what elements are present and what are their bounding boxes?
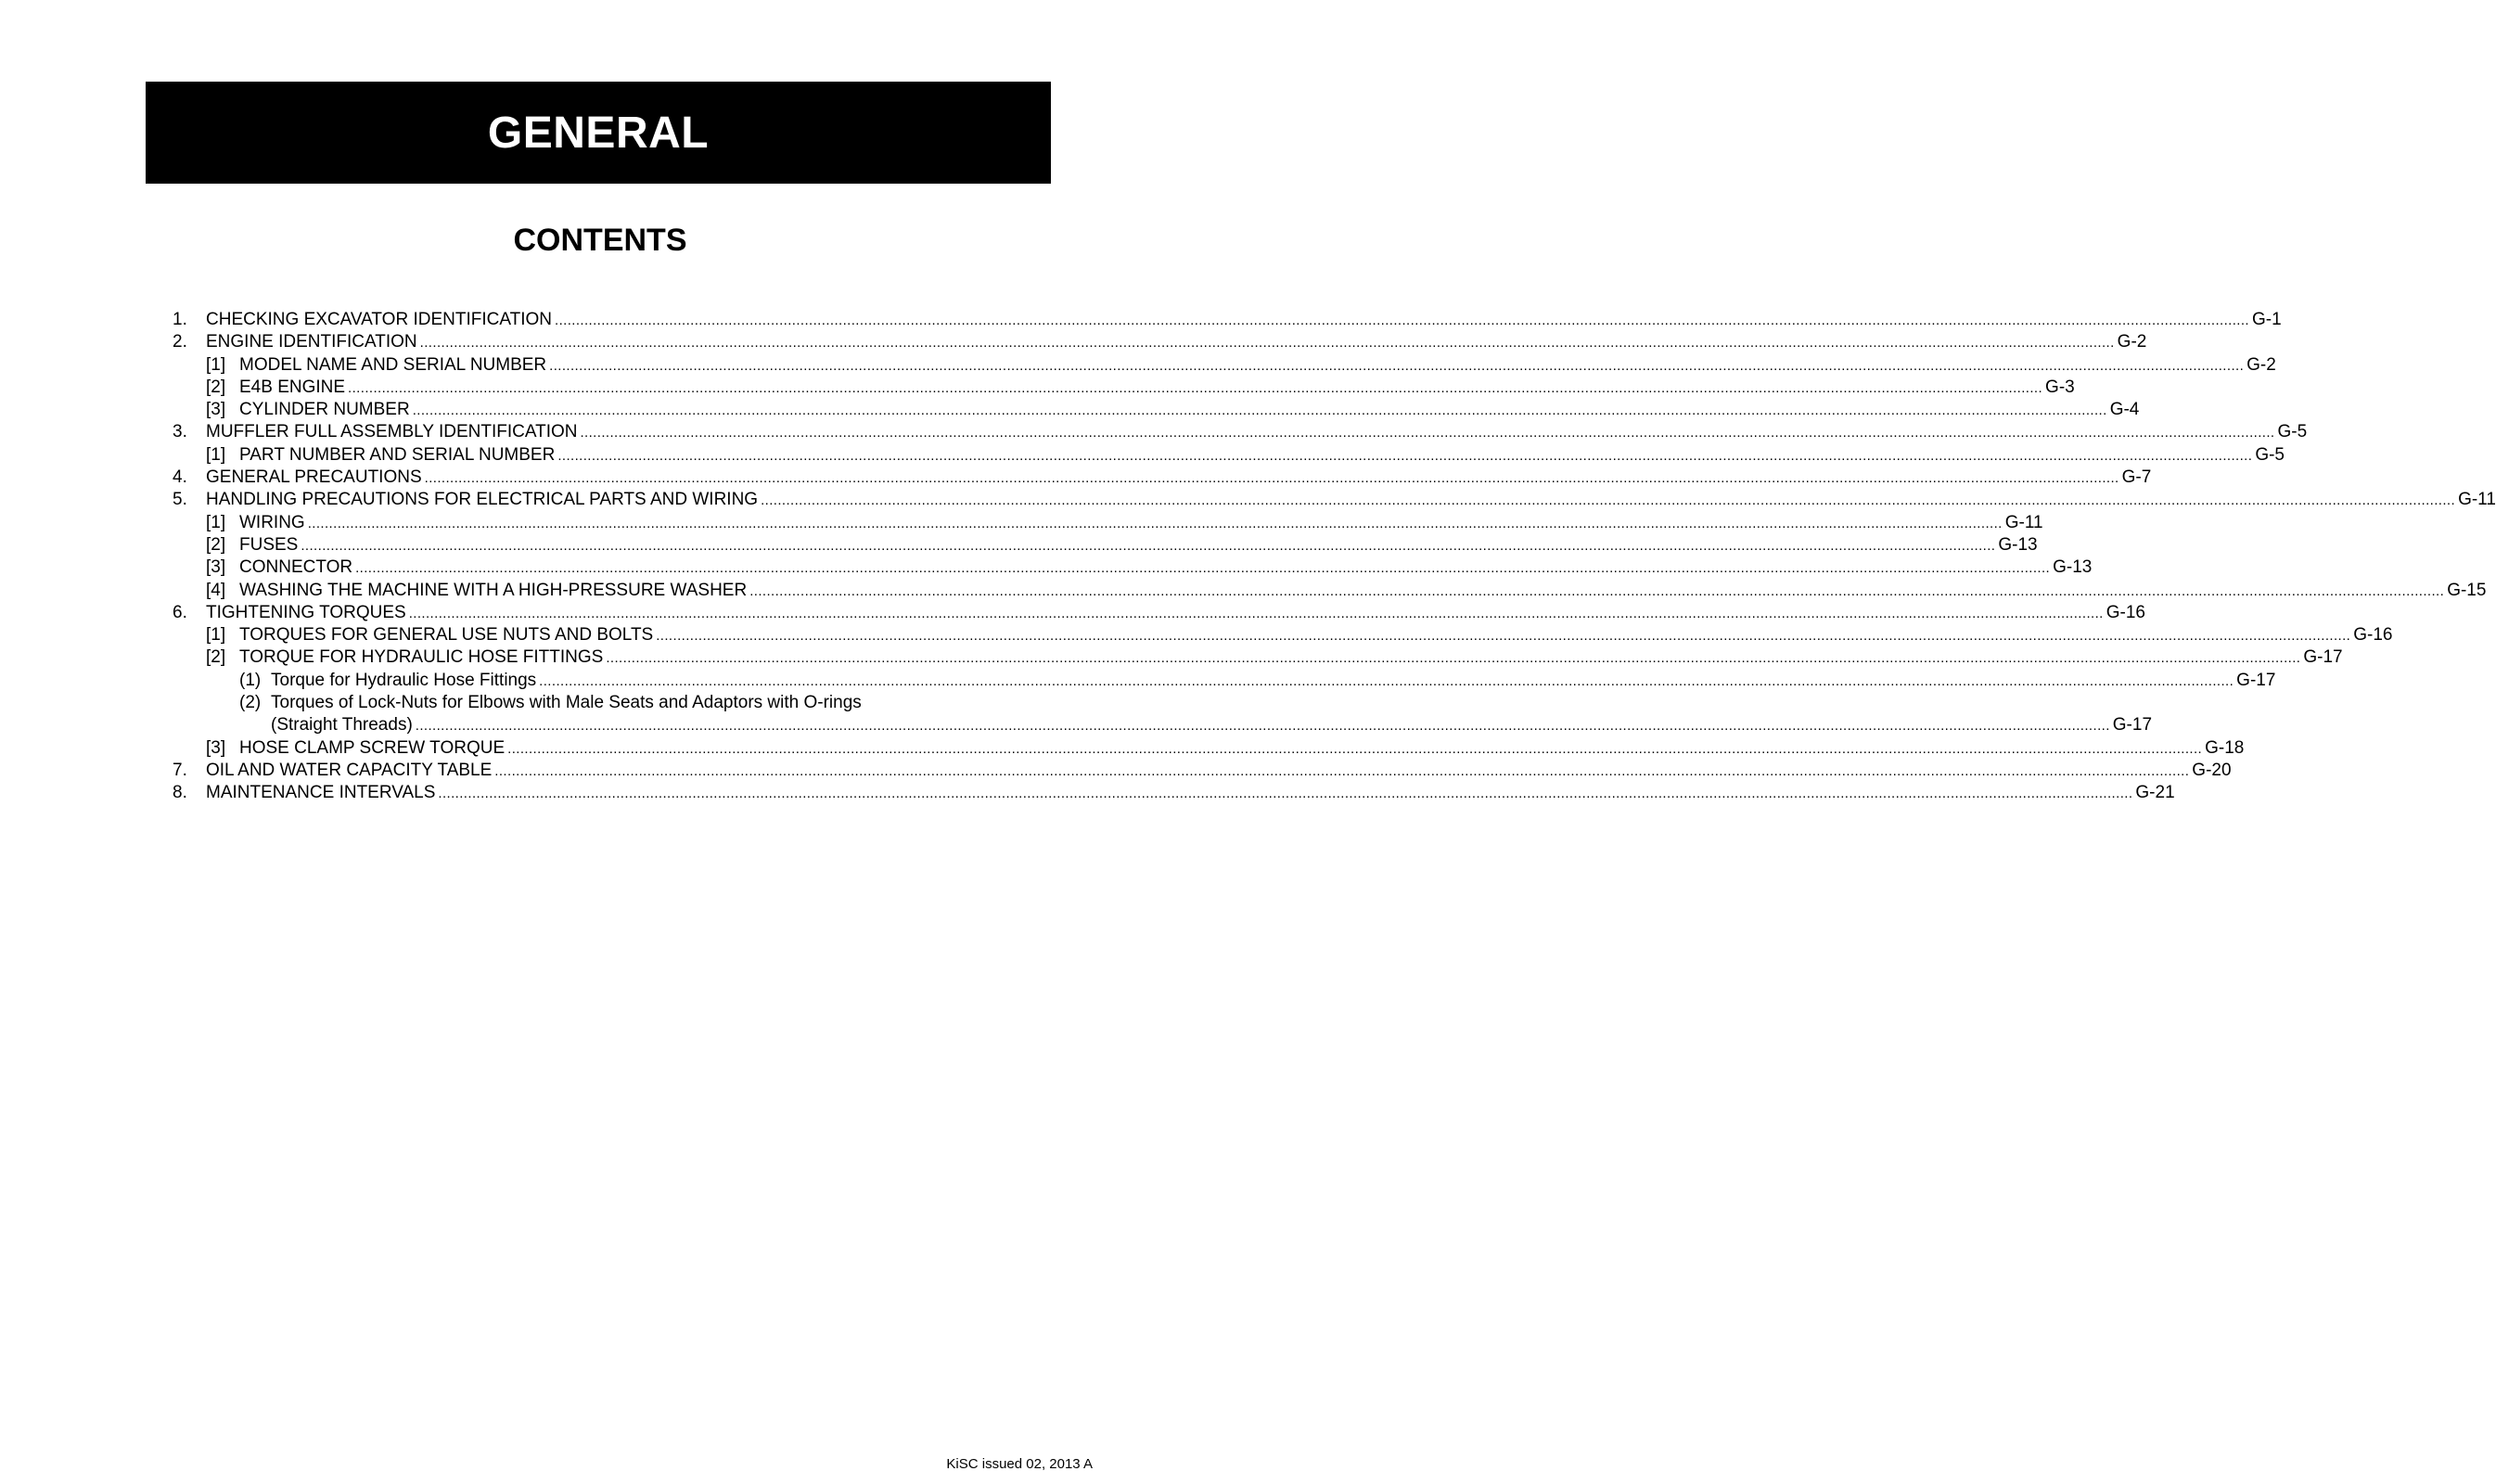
toc-entry-body [206, 782, 2175, 805]
toc-entry-title: TORQUE FOR HYDRAULIC HOSE FITTINGS [239, 647, 604, 668]
toc-entry-body [239, 624, 2393, 647]
toc-entry-title: CHECKING EXCAVATOR IDENTIFICATION [206, 310, 552, 329]
toc-entry-number: [3] [206, 557, 226, 578]
toc-entry[interactable] [173, 714, 2153, 736]
toc-entry[interactable] [173, 489, 2496, 511]
toc-entry-number: 2. [173, 332, 187, 352]
toc-entry-page: G-13 [2053, 557, 2093, 578]
toc-entry-page: G-11 [2458, 490, 2496, 510]
toc-entry-page: G-1 [2252, 310, 2282, 329]
toc-entry-title: MODEL NAME AND SERIAL NUMBER [239, 354, 547, 375]
toc-entry-number: 8. [173, 783, 187, 803]
toc-dot-leader: ................................................................................................................................................................................................................................................................................................................................................................................................................ [348, 379, 2043, 396]
toc-entry-number: (1) [239, 670, 262, 690]
toc-entry-body [206, 602, 2145, 625]
toc-entry-body [206, 421, 2308, 444]
toc-dot-leader: ................................................................................................................................................................................................................................................................................................................................................................................................................ [419, 335, 2115, 352]
toc-entry-page: G-4 [2109, 400, 2140, 420]
toc-entry-title: MUFFLER FULL ASSEMBLY IDENTIFICATION [206, 422, 578, 442]
footer-issue-text: KiSC issued 02, 2013 A [946, 1456, 1093, 1472]
toc-entry-body [239, 534, 2038, 557]
toc-entry-body [206, 760, 2232, 783]
toc-dot-leader: ................................................................................................................................................................................................................................................................................................................................................................................................................ [424, 470, 2119, 487]
toc-entry-page: G-13 [1998, 534, 2038, 555]
toc-entry-number: (2) [239, 693, 262, 713]
toc-entry[interactable] [173, 602, 2145, 624]
toc-entry-title: HANDLING PRECAUTIONS FOR ELECTRICAL PARTS AND WIRING [206, 490, 759, 510]
toc-entry-page: G-5 [2255, 444, 2285, 465]
toc-entry[interactable] [173, 512, 2043, 534]
toc-entry-page: G-20 [2192, 760, 2232, 780]
toc-entry-title: ENGINE IDENTIFICATION [206, 332, 417, 352]
toc-entry[interactable] [173, 421, 2308, 443]
toc-entry[interactable] [173, 354, 2276, 377]
toc-entry-title: WASHING THE MACHINE WITH A HIGH-PRESSURE WASHER [239, 580, 748, 600]
toc-dot-leader: ................................................................................................................................................................................................................................................................................................................................................................................................................ [656, 628, 2351, 645]
toc-dot-leader: ................................................................................................................................................................................................................................................................................................................................................................................................................ [438, 786, 2133, 802]
toc-entry-page: G-21 [2135, 783, 2175, 803]
toc-entry-title: MAINTENANCE INTERVALS [206, 783, 436, 803]
toc-entry-page: G-3 [2045, 377, 2075, 397]
toc-entry-page: G-2 [2246, 354, 2276, 375]
toc-entry-title: Torques of Lock-Nuts for Elbows with Male Seats and Adaptors with O-rings [271, 693, 862, 713]
toc-entry-title: (Straight Threads) [271, 715, 413, 736]
toc-entry-number: 3. [173, 422, 187, 442]
toc-entry[interactable] [173, 670, 2276, 692]
toc-entry-number: [3] [206, 400, 226, 420]
toc-dot-leader: ................................................................................................................................................................................................................................................................................................................................................................................................................ [580, 425, 2275, 441]
toc-entry-title: E4B ENGINE [239, 377, 346, 397]
toc-dot-leader: ................................................................................................................................................................................................................................................................................................................................................................................................................ [749, 582, 2445, 599]
toc-entry-page: G-17 [2236, 670, 2276, 690]
toc-entry-title: HOSE CLAMP SCREW TORQUE [239, 737, 506, 758]
toc-entry-body [271, 714, 2153, 737]
toc-entry-body [239, 556, 2093, 580]
toc-entry-title: GENERAL PRECAUTIONS [206, 467, 422, 488]
toc-entry-body [239, 399, 2140, 422]
toc-entry-number: [1] [206, 625, 226, 646]
toc-entry-title: OIL AND WATER CAPACITY TABLE [206, 760, 493, 780]
toc-entry-body [271, 692, 1024, 714]
toc-entry-body [239, 354, 2276, 377]
toc-entry-page: G-16 [2106, 602, 2145, 622]
toc-entry-title: TORQUES FOR GENERAL USE NUTS AND BOLTS [239, 625, 654, 646]
toc-dot-leader: ................................................................................................................................................................................................................................................................................................................................................................................................................ [549, 357, 2245, 374]
toc-entry-number: [2] [206, 534, 226, 555]
toc-entry[interactable] [173, 444, 2285, 467]
toc-entry-page: G-7 [2121, 467, 2152, 488]
toc-entry[interactable] [173, 467, 2152, 489]
toc-entry-body [239, 512, 2043, 535]
toc-entry-number: 7. [173, 760, 187, 780]
toc-entry-number: [4] [206, 580, 226, 600]
toc-entry-title: FUSES [239, 534, 299, 555]
toc-entry-page: G-5 [2277, 422, 2308, 442]
toc-dot-leader: ................................................................................................................................................................................................................................................................................................................................................................................................................ [415, 718, 2110, 735]
toc-entry-page: G-18 [2205, 737, 2245, 758]
toc-entry-body [206, 489, 2496, 512]
toc-entry-title: CONNECTOR [239, 557, 353, 578]
toc-entry[interactable] [173, 534, 2038, 556]
toc-entry-number: [2] [206, 647, 226, 668]
toc-entry-body [206, 331, 2147, 354]
toc-entry-body [239, 737, 2245, 761]
toc-entry-title: CYLINDER NUMBER [239, 400, 410, 420]
toc-entry-number: [2] [206, 377, 226, 397]
toc-entry[interactable] [173, 309, 2282, 331]
toc-entry-page: G-17 [2303, 647, 2343, 668]
toc-entry-page: G-16 [2353, 625, 2393, 646]
toc-entry-page: G-2 [2117, 332, 2147, 352]
section-banner [146, 82, 1051, 184]
toc-dot-leader: ................................................................................................................................................................................................................................................................................................................................................................................................................ [307, 515, 2003, 531]
toc-dot-leader: ................................................................................................................................................................................................................................................................................................................................................................................................................ [539, 672, 2234, 689]
toc-entry-number: [1] [206, 444, 226, 465]
toc-dot-leader: ................................................................................................................................................................................................................................................................................................................................................................................................................ [507, 740, 2203, 757]
toc-entry[interactable] [173, 737, 2245, 760]
toc-dot-leader: ................................................................................................................................................................................................................................................................................................................................................................................................................ [301, 537, 1996, 554]
toc-entry-number: 5. [173, 490, 187, 510]
toc-entry-body [239, 377, 2075, 400]
toc-entry-title: PART NUMBER AND SERIAL NUMBER [239, 444, 556, 465]
toc-entry-number: [1] [206, 354, 226, 375]
toc-entry[interactable] [173, 760, 2232, 782]
toc-entry[interactable] [173, 331, 2147, 353]
toc-entry-number: [1] [206, 512, 226, 532]
toc-entry[interactable] [173, 399, 2140, 421]
toc-entry-number: [3] [206, 737, 226, 758]
toc-entry[interactable] [173, 580, 2487, 602]
toc-entry-number: 4. [173, 467, 187, 488]
toc-dot-leader: ................................................................................................................................................................................................................................................................................................................................................................................................................ [355, 560, 2051, 577]
toc-entry[interactable] [173, 556, 2093, 579]
toc-entry-page: G-17 [2112, 715, 2153, 736]
toc-dot-leader: ................................................................................................................................................................................................................................................................................................................................................................................................................ [494, 762, 2190, 779]
toc-entry[interactable] [173, 646, 2343, 669]
toc-entry-body [206, 467, 2152, 490]
toc-entry-body [206, 309, 2282, 332]
toc-dot-leader: ................................................................................................................................................................................................................................................................................................................................................................................................................ [557, 447, 2253, 464]
toc-entry-number: 1. [173, 310, 187, 329]
toc-entry-page: G-11 [2004, 512, 2043, 532]
contents-heading: CONTENTS [513, 223, 687, 258]
toc-entry[interactable] [173, 624, 2393, 646]
toc-dot-leader: ................................................................................................................................................................................................................................................................................................................................................................................................................ [606, 650, 2301, 667]
toc-entry[interactable] [173, 377, 2075, 399]
toc-entry-title: WIRING [239, 512, 305, 532]
toc-entry-body [271, 670, 2276, 693]
toc-dot-leader: ................................................................................................................................................................................................................................................................................................................................................................................................................ [408, 605, 2104, 621]
toc-entry-number: 6. [173, 602, 187, 622]
section-title: GENERAL [487, 108, 710, 158]
toc-entry-title: Torque for Hydraulic Hose Fittings [271, 670, 537, 690]
toc-entry-body [239, 580, 2487, 603]
toc-entry-body [239, 646, 2343, 670]
table-of-contents [173, 309, 2496, 805]
toc-entry[interactable] [173, 782, 2175, 804]
toc-dot-leader: ................................................................................................................................................................................................................................................................................................................................................................................................................ [555, 313, 2249, 328]
toc-entry-page: G-15 [2447, 580, 2487, 600]
toc-entry-body [239, 444, 2285, 467]
toc-dot-leader: ................................................................................................................................................................................................................................................................................................................................................................................................................ [761, 493, 2456, 509]
toc-entry[interactable] [173, 692, 1024, 714]
toc-dot-leader: ................................................................................................................................................................................................................................................................................................................................................................................................................ [412, 403, 2107, 419]
toc-entry-title: TIGHTENING TORQUES [206, 602, 406, 622]
